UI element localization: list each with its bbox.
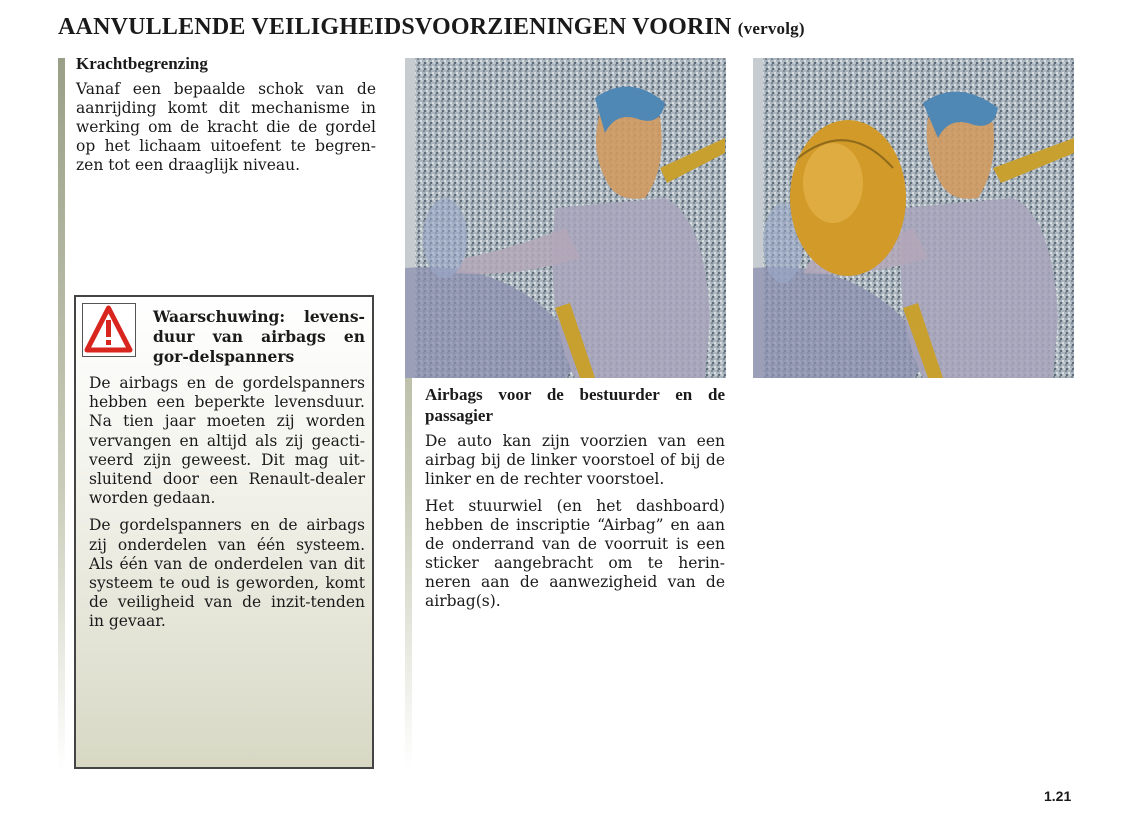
warning-title: Waarschuwing: levens-duur van airbags en gor-delspanners <box>153 307 365 366</box>
column-bar-left <box>58 58 65 770</box>
illustration-airbag-deployed <box>753 58 1074 378</box>
section-body-krachtbegrenzing: Vanaf een bepaalde schok van de aanrijding komt dit mechanisme in werking om de kracht die de gordel op het lichaam uitoefent te begren-zen tot een draaglijk niveau. <box>76 80 376 174</box>
warning-paragraph: De gordelspanners en de airbags zij onderdelen van één systeem. Als één van de onderdelen van dit systeem te oud is geworden, komt de veiligheid van de inzit-tenden in gevaar. <box>89 516 365 631</box>
warning-triangle-icon <box>83 304 134 355</box>
section-body-airbags <box>425 432 725 619</box>
illustration-driver <box>405 58 726 378</box>
page-number: 1.21 <box>1044 788 1072 804</box>
warning-body <box>89 374 365 640</box>
airbag-deployed-illustration <box>753 58 1074 378</box>
warning-paragraph: De airbags en de gordelspanners hebben een beperkte levensduur. Na tien jaar moeten zij worden vervangen en altijd als zij geacti-veerd zijn geweest. Dit mag uit-sluitend door een Renault-dealer worden gedaan. <box>89 374 365 508</box>
section-heading-krachtbegrenzing: Krachtbegrenzing <box>76 54 208 73</box>
driver-seated-illustration <box>405 58 726 378</box>
page-title <box>58 14 805 41</box>
warning-icon-frame <box>82 303 136 357</box>
page-title-suffix: (vervolg) <box>737 19 805 38</box>
warning-box <box>74 295 374 769</box>
page-title-main: AANVULLENDE VEILIGHEIDSVOORZIENINGEN VOORIN <box>58 14 732 40</box>
airbags-paragraph: De auto kan zijn voorzien van een airbag bij de linker voorstoel of bij de linker en de rechter voorstoel. <box>425 432 725 488</box>
section-heading-airbags: Airbags voor de bestuurder en de passagier <box>425 385 725 425</box>
airbags-paragraph: Het stuurwiel (en het dashboard) hebben de inscriptie “Airbag” en aan de onderrand van de voorruit is een sticker aangebracht om te herin-neren aan de aanwezigheid van de airbag(s). <box>425 497 725 610</box>
